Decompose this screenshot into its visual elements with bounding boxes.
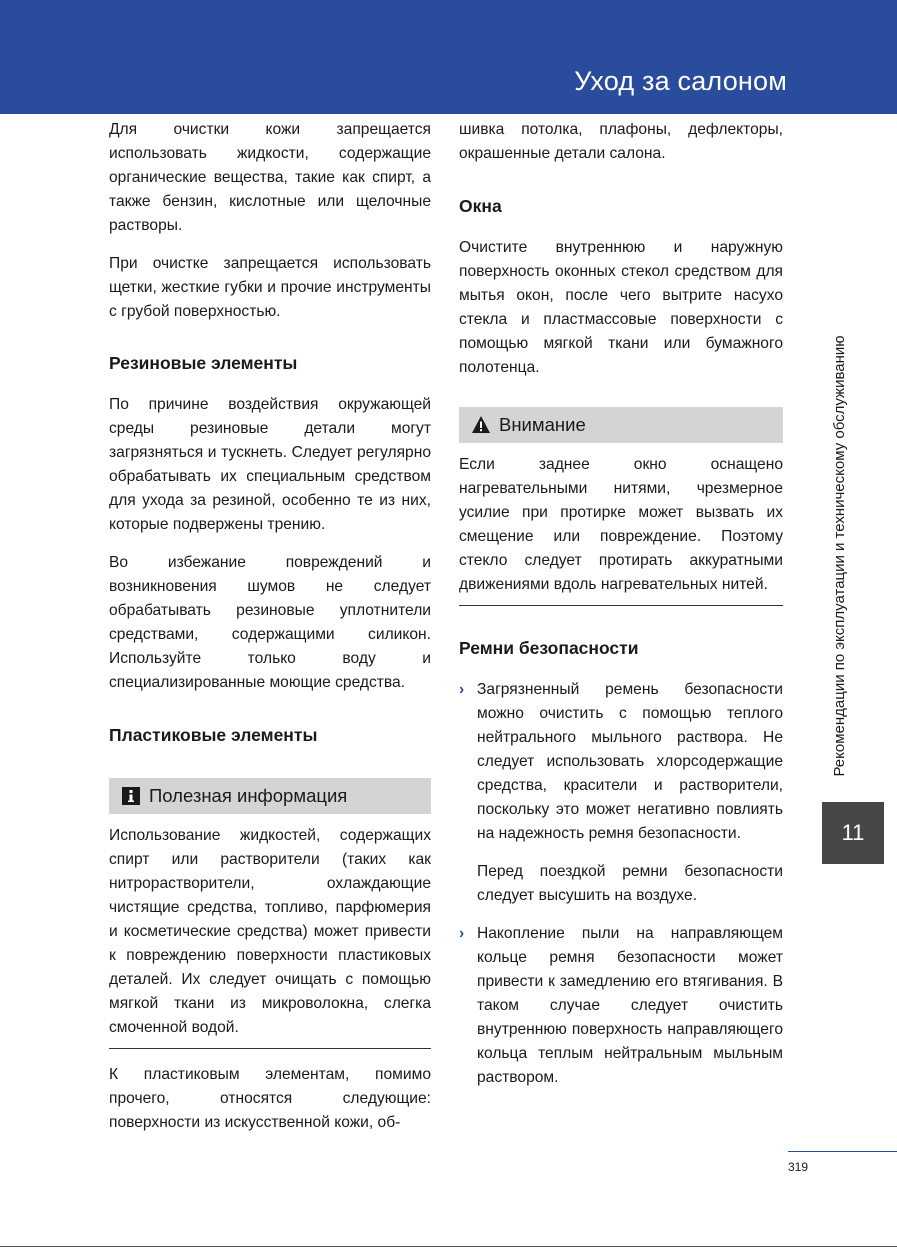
section-heading-plastic: Пластиковые элементы bbox=[109, 725, 318, 745]
page-title: Уход за салоном bbox=[574, 66, 787, 96]
footer-divider bbox=[788, 1151, 897, 1152]
right-column bbox=[459, 118, 783, 1104]
warning-notice-header bbox=[459, 407, 783, 443]
bullet-marker: › bbox=[459, 681, 465, 698]
info-notice-title: Полезная информация bbox=[149, 785, 348, 806]
paragraph: шивка потолка, плафоны, дефлекторы, окрашенные детали салона. bbox=[459, 121, 783, 162]
page-bottom-border bbox=[0, 1246, 897, 1247]
paragraph: По причине воздействия окружающей среды резиновые детали могут загрязняться и тускнеть. Следует регулярно обрабатывать их специальным средством для ухода за резиной, особенно те из них, которые подвержены трению. bbox=[109, 396, 431, 533]
paragraph: Для очистки кожи запрещается использовать жидкости, содержащие органические вещества, такие как спирт, а также бензин, кислотные или щелочные растворы. bbox=[109, 121, 431, 234]
paragraph: Очистите внутреннюю и наружную поверхность оконных стекол средством для мытья окон, после чего вытрите насухо стекла и пластмассовые поверхности с помощью мягкой ткани или бумажного полотенца. bbox=[459, 239, 783, 376]
notice-divider bbox=[459, 605, 783, 606]
bullet-marker: › bbox=[459, 925, 465, 942]
section-heading-windows: Окна bbox=[459, 196, 502, 216]
section-heading-seatbelts: Ремни безопасности bbox=[459, 638, 639, 658]
warning-notice-title: Внимание bbox=[499, 414, 586, 435]
paragraph: Во избежание повреждений и возникновения шумов не следует обрабатывать резиновые уплотнители средствами, содержащими силикон. Используйте только воду и специализированные моющие средства. bbox=[109, 554, 431, 691]
paragraph: Накопление пыли на направляющем кольце ремня безопасности может привести к замедлению его втягивания. В таком случае следует очистить внутреннюю поверхность направляющего кольца теплым нейтральным мыльным раствором. bbox=[477, 925, 783, 1086]
chapter-number-badge: 11 bbox=[822, 802, 884, 864]
info-notice-text: Использование жидкостей, содержащих спирт или растворители (таких как нитрорастворители, охлаждающие чистящие средства, топливо, парфюмерия и косметические средства) может привести к повреждению поверхности пластиковых деталей. Их следует очищать с помощью мягкой ткани из микроволокна, слегка смоченной водой. bbox=[109, 827, 431, 1036]
paragraph: Загрязненный ремень безопасности можно очистить с помощью теплого нейтрального мыльного раствора. Не следует использовать хлорсодержащие средства, красители и растворители, поскольку это может негативно повлиять на надежность ремня безопасности. bbox=[477, 681, 783, 842]
info-notice-header bbox=[109, 778, 431, 814]
left-column bbox=[109, 118, 431, 1149]
list-item bbox=[459, 678, 783, 908]
chapter-side-label: Рекомендации по эксплуатации и техническому обслуживанию bbox=[831, 335, 848, 777]
section-heading-rubber: Резиновые элементы bbox=[109, 353, 298, 373]
bullet-list bbox=[459, 678, 783, 1090]
warning-notice-text: Если заднее окно оснащено нагревательными нитями, чрезмерное усилие при протирке может вызвать их смещение или повреждение. Поэтому стекло следует протирать аккуратными движениями вдоль нагревательных нитей. bbox=[459, 456, 783, 593]
paragraph: При очистке запрещается использовать щетки, жесткие губки и прочие инструменты с грубой поверхностью. bbox=[109, 255, 431, 320]
page-number: 319 bbox=[788, 1160, 809, 1174]
warning-icon bbox=[471, 415, 491, 435]
paragraph: К пластиковым элементам, помимо прочего, относятся следующие: поверхности из искусственной кожи, об- bbox=[109, 1066, 431, 1131]
paragraph: Перед поездкой ремни безопасности следует высушить на воздухе. bbox=[477, 863, 783, 904]
info-icon bbox=[121, 786, 141, 806]
list-item bbox=[459, 922, 783, 1090]
page-header bbox=[0, 0, 897, 114]
notice-divider bbox=[109, 1048, 431, 1049]
